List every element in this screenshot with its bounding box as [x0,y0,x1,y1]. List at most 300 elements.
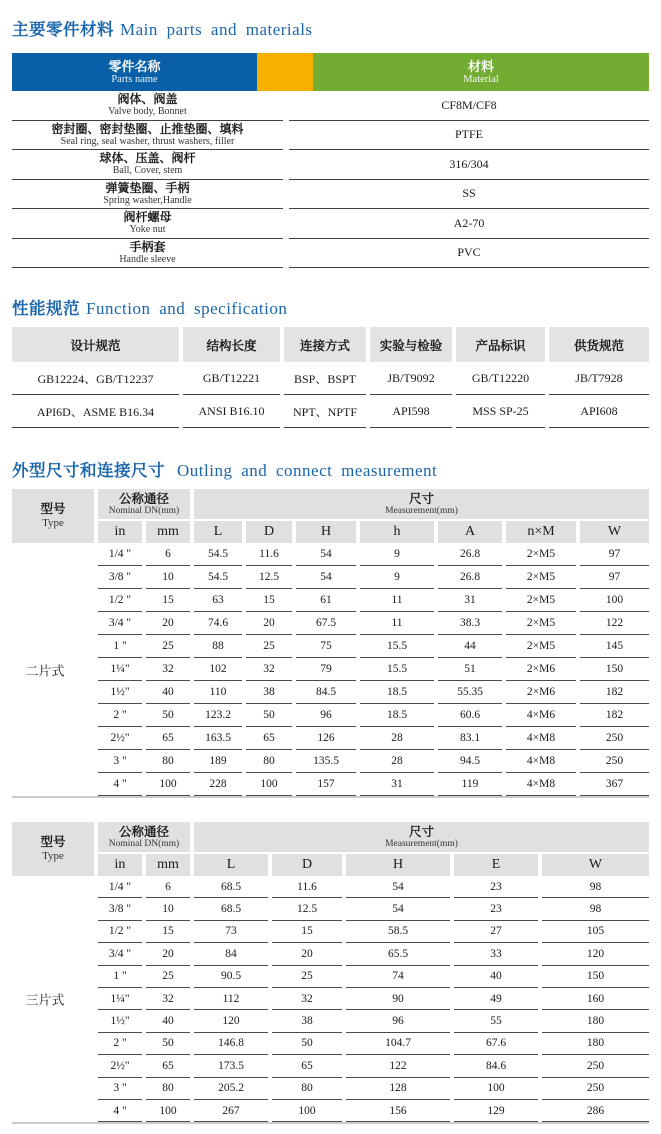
parts-name-header-zh: 零件名称 [108,58,161,74]
dimension-value-cell: 68.5 [194,898,268,920]
dimension-value-cell: 54 [296,543,356,566]
dimension-row [12,566,649,589]
part-name-en: Yoke nut [129,224,166,236]
spec-header-cell: 连接方式 [284,327,366,362]
dimension-value-cell: 104.7 [346,1033,450,1055]
dimension-value-cell: 26.8 [438,566,502,589]
dimension-value-cell: 32 [272,988,342,1010]
spec-row [12,362,649,395]
spec-value-cell: MSS SP-25 [456,395,545,428]
dimension-value-cell: 11 [360,589,434,612]
dimension-row [12,681,649,704]
dimension-value-cell: 54.5 [194,566,242,589]
dimension-value-cell: 4×M6 [506,704,576,727]
part-name-en: Ball, Cover, stem [112,165,183,177]
dimension-value-cell: 38 [246,681,292,704]
spec-header-cell: 实验与检验 [370,327,452,362]
dimension-value-cell: 4 " [98,773,142,796]
dimension-value-cell: 11.6 [272,876,342,898]
material-value-cell: CF8M/CF8 [289,91,649,121]
dimension-value-cell: 25 [246,635,292,658]
spec-value-cell: NPT、NPTF [284,395,366,428]
dimension-value-cell: 4×M8 [506,773,576,796]
dimension-value-cell: 25 [146,966,190,988]
type-header-cell [12,822,94,876]
type-column-spacer [12,943,94,965]
spec-value-cell: JB/T9092 [370,362,452,395]
dimension-value-cell: 31 [360,773,434,796]
dimension-value-cell: 100 [246,773,292,796]
part-name-zh: 弹簧垫圈、手柄 [105,180,190,195]
column-header-h: H [296,521,356,543]
materials-row [12,150,649,180]
dimension-row [12,1033,649,1055]
dimension-table-body [12,876,649,1122]
type-column-spacer [12,966,94,988]
spec-value-cell: API608 [549,395,649,428]
measurement-zh: 尺寸 [408,824,434,839]
dimension-value-cell: 3/4 " [98,943,142,965]
dimension-value-cell: 2×M5 [506,589,576,612]
dimension-value-cell: 84 [194,943,268,965]
type-header-cell [12,489,94,543]
dimension-table-1 [12,489,649,798]
dimension-value-cell: 180 [542,1033,649,1055]
dimension-value-cell: 94.5 [438,750,502,773]
dimension-row [12,943,649,965]
dimension-row [12,1100,649,1122]
type-column-spacer [12,612,94,635]
type-column-spacer [12,921,94,943]
materials-section-title [12,16,649,40]
dimension-value-cell: 135.5 [296,750,356,773]
dimensions-title-zh: 外型尺寸和连接尺寸 [12,461,165,480]
dimension-value-cell: 67.5 [296,612,356,635]
dimension-row [12,589,649,612]
dimension-value-cell: 96 [346,1010,450,1032]
dimension-row [12,727,649,750]
dimension-value-cell: 2×M6 [506,681,576,704]
dimension-value-cell: 100 [454,1078,538,1100]
dimension-value-cell: 146.8 [194,1033,268,1055]
dimension-value-cell: 96 [296,704,356,727]
part-name-zh: 密封圈、密封垫圈、止推垫圈、填料 [51,121,244,136]
dimension-value-cell: 2 " [98,1033,142,1055]
dimension-value-cell: 1½" [98,1010,142,1032]
dimension-value-cell: 1¼" [98,988,142,1010]
dimension-value-cell: 54 [346,898,450,920]
dimension-value-cell: 18.5 [360,681,434,704]
dimension-value-cell: 25 [272,966,342,988]
dimension-value-cell: 100 [580,589,649,612]
measurement-en: Measurement(mm) [385,838,458,849]
dimension-value-cell: 1¼" [98,658,142,681]
dimension-value-cell: 1 " [98,966,142,988]
dimension-value-cell: 9 [360,543,434,566]
dimension-value-cell: 3/4 " [98,612,142,635]
materials-row [12,239,649,269]
dimension-value-cell: 4 " [98,1100,142,1122]
dimension-value-cell: 74.6 [194,612,242,635]
type-column-spacer [12,773,94,796]
spec-header-cell: 设计规范 [12,327,179,362]
type-column-spacer [12,750,94,773]
dimension-value-cell: 250 [542,1055,649,1077]
dimension-value-cell: 128 [346,1078,450,1100]
dimension-value-cell: 26.8 [438,543,502,566]
dimension-row [12,704,649,727]
dimension-value-cell: 28 [360,750,434,773]
dimension-value-cell: 2×M5 [506,566,576,589]
spec-table-body [12,362,649,428]
column-header-in: in [98,521,142,543]
dimension-value-cell: 40 [454,966,538,988]
column-header-mm: mm [146,521,190,543]
material-value-cell: SS [289,180,649,210]
dimension-value-cell: 126 [296,727,356,750]
dimension-value-cell: 28 [360,727,434,750]
type-label: 三片式 [25,992,65,1008]
spec-value-cell: ANSI B16.10 [183,395,280,428]
orange-accent-block [257,53,313,91]
dimension-value-cell: 20 [246,612,292,635]
part-name-en: Handle sleeve [119,253,176,265]
type-column-spacer [12,876,94,898]
dimension-value-cell: 1/4 " [98,876,142,898]
dimension-value-cell: 23 [454,898,538,920]
dimension-value-cell: 157 [296,773,356,796]
table-bottom-divider [12,796,649,798]
dimension-value-cell: 50 [146,704,190,727]
part-name-cell [12,209,283,239]
dimension-value-cell: 79 [296,658,356,681]
dimension-value-cell: 58.5 [346,921,450,943]
dimension-value-cell: 67.6 [454,1033,538,1055]
dimension-row [12,966,649,988]
dimension-value-cell: 2 " [98,704,142,727]
type-column-spacer [12,566,94,589]
dimension-value-cell: 250 [580,750,649,773]
spec-title-zh: 性能规范 [12,299,80,318]
part-name-zh: 手柄套 [129,239,166,254]
dimension-row [12,750,649,773]
part-name-en: Valve body, Bonnet [108,106,187,118]
header-group-row [98,822,649,852]
dimension-value-cell: 129 [454,1100,538,1122]
dimension-value-cell: 31 [438,589,502,612]
dimension-value-cell: 84.6 [454,1055,538,1077]
type-column-spacer [12,543,94,566]
dimension-value-cell: 2×M6 [506,658,576,681]
dimension-value-cell: 189 [194,750,242,773]
column-header-h: h [360,521,434,543]
dimension-value-cell: 38.3 [438,612,502,635]
dimension-value-cell: 63 [194,589,242,612]
dimension-value-cell: 20 [146,943,190,965]
column-header-nm: n×M [506,521,576,543]
spec-section-title [12,295,649,319]
dimension-value-cell: 80 [272,1078,342,1100]
dimension-table-body [12,543,649,796]
material-value-cell: PTFE [289,121,649,151]
materials-title-en: Main parts and materials [120,20,313,39]
spec-value-cell: GB12224、GB/T12237 [12,362,179,395]
part-name-en: Seal ring, seal washer, thrust washers, filler [60,135,235,147]
type-header-en: Type [42,850,64,862]
dimension-value-cell: 110 [194,681,242,704]
dimension-value-cell: 286 [542,1100,649,1122]
dimension-row [12,898,649,920]
dimension-value-cell: 145 [580,635,649,658]
type-header-zh: 型号 [40,502,66,516]
type-column-spacer [12,1055,94,1077]
column-header-h: H [346,854,450,876]
dimension-row [12,658,649,681]
dimension-value-cell: 10 [146,566,190,589]
dimension-value-cell: 120 [194,1010,268,1032]
dimension-table-2 [12,822,649,1124]
measurement-en: Measurement(mm) [385,505,458,516]
type-column-spacer [12,589,94,612]
column-header-e: E [454,854,538,876]
dimension-value-cell: 228 [194,773,242,796]
dimension-row [12,1010,649,1032]
dimension-value-cell: 40 [146,1010,190,1032]
type-column-spacer [12,681,94,704]
dimension-value-cell: 11.6 [246,543,292,566]
dimension-value-cell: 65.5 [346,943,450,965]
dimension-row [12,988,649,1010]
dimension-value-cell: 4×M8 [506,727,576,750]
dimension-value-cell: 50 [246,704,292,727]
type-column-spacer [12,635,94,658]
header-group-row [98,489,649,519]
part-name-zh: 阀体、阀盖 [117,92,178,107]
nominal-dn-header-cell [98,489,190,519]
dimension-value-cell: 80 [146,1078,190,1100]
dimension-value-cell: 122 [580,612,649,635]
header-right-part [98,822,649,876]
dimension-value-cell: 6 [146,876,190,898]
column-header-l: L [194,521,242,543]
dimension-value-cell: 40 [146,681,190,704]
dimension-value-cell: 44 [438,635,502,658]
dimension-value-cell: 173.5 [194,1055,268,1077]
column-header-l: L [194,854,268,876]
type-header-en: Type [42,517,64,529]
part-name-zh: 阀杆螺母 [123,210,172,225]
dimensions-section-title [12,457,649,481]
parts-name-header [12,53,257,91]
type-column-spacer [12,727,94,750]
material-value-cell: 316/304 [289,150,649,180]
dimension-value-cell: 74 [346,966,450,988]
dimension-value-cell: 1/4 " [98,543,142,566]
materials-table-body [12,91,649,268]
dimension-value-cell: 150 [542,966,649,988]
part-name-cell [12,239,283,269]
type-column-spacer [12,704,94,727]
dimension-row [12,635,649,658]
dimension-value-cell: 1 " [98,635,142,658]
part-name-cell [12,121,283,151]
dimension-value-cell: 38 [272,1010,342,1032]
measurement-zh: 尺寸 [408,491,434,506]
dimension-value-cell: 80 [246,750,292,773]
dimension-value-cell: 88 [194,635,242,658]
dimension-row [12,1055,649,1077]
dimension-value-cell: 367 [580,773,649,796]
dimension-row [12,773,649,796]
material-value-cell: PVC [289,239,649,269]
dimension-value-cell: 12.5 [246,566,292,589]
dimension-value-cell: 90 [346,988,450,1010]
dimension-value-cell: 100 [146,773,190,796]
dimension-value-cell: 32 [146,988,190,1010]
dimension-value-cell: 15 [146,921,190,943]
dimension-value-cell: 65 [146,1055,190,1077]
dimension-value-cell: 156 [346,1100,450,1122]
spec-value-cell: GB/T12221 [183,362,280,395]
dimension-value-cell: 15 [146,589,190,612]
dimension-value-cell: 122 [346,1055,450,1077]
part-name-en: Spring washer,Handle [103,194,192,206]
dimension-row [12,1078,649,1100]
dimension-value-cell: 3 " [98,750,142,773]
part-name-cell [12,150,283,180]
dimension-value-cell: 4×M8 [506,750,576,773]
dimension-value-cell: 10 [146,898,190,920]
dimension-value-cell: 50 [272,1033,342,1055]
dimension-value-cell: 20 [146,612,190,635]
dimension-value-cell: 182 [580,704,649,727]
dimension-value-cell: 180 [542,1010,649,1032]
dimension-value-cell: 250 [580,727,649,750]
dimension-value-cell: 54 [296,566,356,589]
spec-header-cell: 结构长度 [183,327,280,362]
dimension-value-cell: 65 [272,1055,342,1077]
dimension-value-cell: 11 [360,612,434,635]
header-subcolumn-row [98,854,649,876]
dimension-value-cell: 9 [360,566,434,589]
spec-row [12,395,649,428]
type-column-spacer [12,1078,94,1100]
dimension-value-cell: 3/8 " [98,566,142,589]
spec-value-cell: API598 [370,395,452,428]
material-header-zh: 材料 [467,58,494,74]
dimension-row [12,921,649,943]
nominal-dn-zh: 公称通径 [118,824,169,839]
materials-row [12,91,649,121]
dimension-row [12,543,649,566]
dimension-value-cell: 25 [146,635,190,658]
column-header-d: D [272,854,342,876]
dimension-value-cell: 15 [272,921,342,943]
dimension-value-cell: 33 [454,943,538,965]
dimension-value-cell: 160 [542,988,649,1010]
dimension-value-cell: 20 [272,943,342,965]
material-header [313,53,649,91]
dimension-value-cell: 2½" [98,727,142,750]
dimension-value-cell: 54.5 [194,543,242,566]
column-header-d: D [246,521,292,543]
dimension-value-cell: 73 [194,921,268,943]
dimension-value-cell: 102 [194,658,242,681]
dimension-value-cell: 60.6 [438,704,502,727]
spec-header-cell: 产品标识 [456,327,545,362]
column-header-w: W [542,854,649,876]
spec-table [12,327,649,428]
dimension-value-cell: 97 [580,543,649,566]
dimension-value-cell: 12.5 [272,898,342,920]
dimension-tables [12,489,649,1124]
dimension-value-cell: 119 [438,773,502,796]
dimension-value-cell: 15 [246,589,292,612]
dimension-value-cell: 97 [580,566,649,589]
dimension-value-cell: 105 [542,921,649,943]
dimension-table-header [12,822,649,876]
dimension-value-cell: 65 [246,727,292,750]
column-header-in: in [98,854,142,876]
spec-value-cell: BSP、BSPT [284,362,366,395]
column-header-a: A [438,521,502,543]
dimension-value-cell: 3 " [98,1078,142,1100]
nominal-dn-en: Nominal DN(mm) [108,505,180,516]
dimension-value-cell: 55 [454,1010,538,1032]
dimension-value-cell: 18.5 [360,704,434,727]
materials-title-zh: 主要零件材料 [12,20,114,39]
nominal-dn-header-cell [98,822,190,852]
measurement-header-cell [194,489,649,519]
materials-row [12,180,649,210]
dimension-value-cell: 6 [146,543,190,566]
dimension-value-cell: 15.5 [360,658,434,681]
spec-header-cell: 供货规范 [549,327,649,362]
dimension-value-cell: 100 [146,1100,190,1122]
dimension-value-cell: 75 [296,635,356,658]
spec-table-header [12,327,649,362]
dimension-value-cell: 54 [346,876,450,898]
nominal-dn-zh: 公称通径 [118,491,169,506]
materials-row [12,209,649,239]
dimension-value-cell: 205.2 [194,1078,268,1100]
dimension-value-cell: 83.1 [438,727,502,750]
spec-value-cell: API6D、ASME B16.34 [12,395,179,428]
part-name-zh: 球体、压盖、阀杆 [99,151,196,166]
dimension-value-cell: 55.35 [438,681,502,704]
parts-name-header-en: Parts name [111,73,158,85]
material-value-cell: A2-70 [289,209,649,239]
type-column-spacer [12,1010,94,1032]
part-name-cell [12,180,283,210]
dimension-value-cell: 23 [454,876,538,898]
part-name-cell [12,91,283,121]
dimension-value-cell: 2×M5 [506,543,576,566]
dimension-value-cell: 80 [146,750,190,773]
dimension-value-cell: 1½" [98,681,142,704]
type-header-zh: 型号 [40,835,66,849]
dimension-value-cell: 98 [542,898,649,920]
column-header-w: W [580,521,649,543]
dimension-value-cell: 32 [146,658,190,681]
dimension-table-header [12,489,649,543]
dimension-value-cell: 15.5 [360,635,434,658]
dimension-value-cell: 32 [246,658,292,681]
dimension-row [12,612,649,635]
table-bottom-divider [12,1122,649,1124]
dimension-value-cell: 50 [146,1033,190,1055]
dimension-value-cell: 250 [542,1078,649,1100]
